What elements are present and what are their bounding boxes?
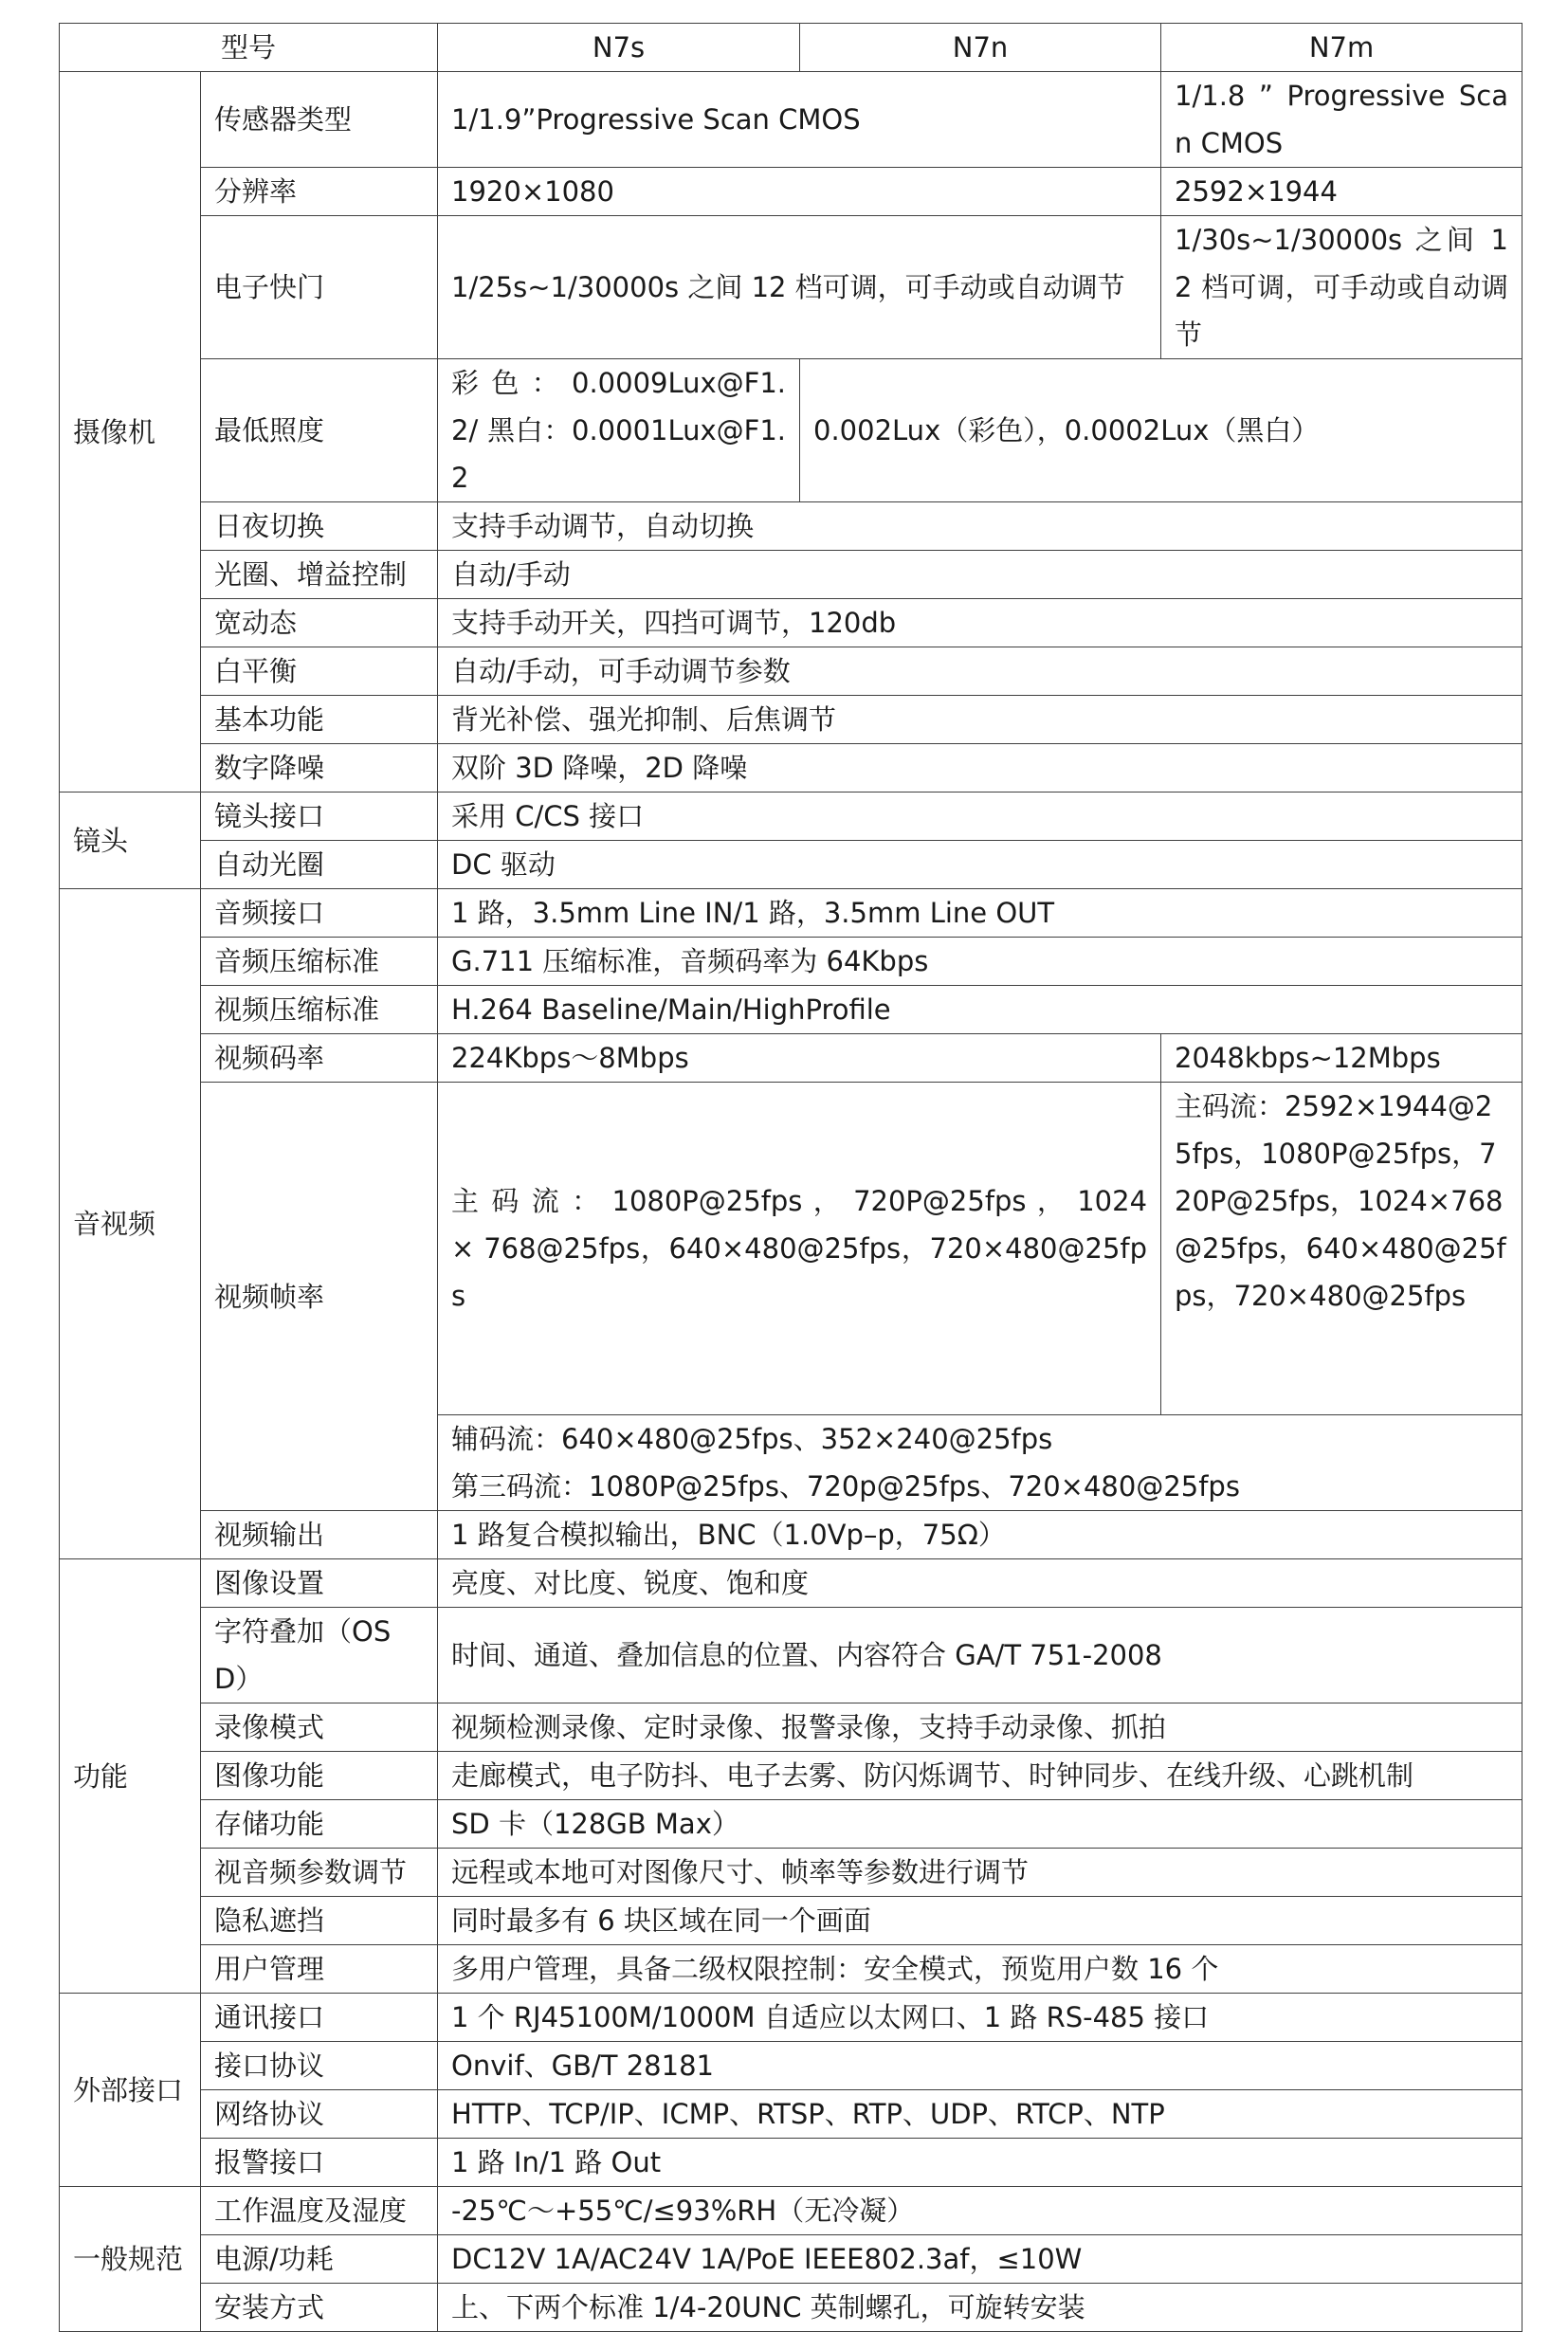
table-row <box>60 2139 1522 2187</box>
row-value: 1 路，3.5mm Line IN/1 路，3.5mm Line OUT <box>438 889 1522 938</box>
header-n7s: N7s <box>438 24 800 72</box>
row-label: 录像模式 <box>201 1703 438 1752</box>
table-row <box>60 2090 1522 2139</box>
table-row <box>60 2187 1522 2235</box>
row-value: H.264 Baseline/Main/HighProfile <box>438 986 1522 1034</box>
row-value: 0.002Lux（彩色），0.0002Lux（黑白） <box>800 359 1522 502</box>
row-value: 1 路复合模拟输出，BNC（1.0Vp–p，75Ω） <box>438 1511 1522 1559</box>
row-label: 用户管理 <box>201 1945 438 1994</box>
row-value: 1/1.8 ” Progressive Scan CMOS <box>1161 72 1522 168</box>
table-row <box>60 599 1522 647</box>
table-row <box>60 1511 1522 1559</box>
row-label: 日夜切换 <box>201 502 438 551</box>
row-label: 电子快门 <box>201 216 438 359</box>
table-row <box>60 1994 1522 2042</box>
row-label: 通讯接口 <box>201 1994 438 2042</box>
row-value: 时间、通道、叠加信息的位置、内容符合 GA/T 751-2008 <box>438 1608 1522 1703</box>
row-label: 图像设置 <box>201 1559 438 1608</box>
table-row <box>60 1849 1522 1897</box>
table-row <box>60 2284 1522 2332</box>
group-av: 音视频 <box>60 889 201 1559</box>
table-row <box>60 168 1522 216</box>
row-label: 宽动态 <box>201 599 438 647</box>
group-func: 功能 <box>60 1559 201 1994</box>
table-row <box>60 986 1522 1034</box>
table-row <box>60 744 1522 793</box>
row-label: 最低照度 <box>201 359 438 502</box>
row-value: 1/25s~1/30000s 之间 12 档可调，可手动或自动调节 <box>438 216 1161 359</box>
row-label: 数字降噪 <box>201 744 438 793</box>
table-row <box>60 2235 1522 2284</box>
row-label: 存储功能 <box>201 1800 438 1849</box>
row-value: 自动/手动 <box>438 551 1522 599</box>
group-lens: 镜头 <box>60 793 201 889</box>
row-label: 网络协议 <box>201 2090 438 2139</box>
row-value: 上、下两个标准 1/4-20UNC 英制螺孔，可旋转安装 <box>438 2284 1522 2332</box>
group-camera: 摄像机 <box>60 72 201 793</box>
row-label: 传感器类型 <box>201 72 438 168</box>
row-label: 音频接口 <box>201 889 438 938</box>
table-row <box>60 889 1522 938</box>
row-label: 视频输出 <box>201 1511 438 1559</box>
row-value: 背光补偿、强光抑制、后焦调节 <box>438 696 1522 744</box>
header-row <box>60 24 1522 72</box>
table-row <box>60 72 1522 168</box>
header-n7m: N7m <box>1161 24 1522 72</box>
row-value: 远程或本地可对图像尺寸、帧率等参数进行调节 <box>438 1849 1522 1897</box>
row-label: 视音频参数调节 <box>201 1849 438 1897</box>
table-row <box>60 1703 1522 1752</box>
row-label: 工作温度及湿度 <box>201 2187 438 2235</box>
table-row <box>60 502 1522 551</box>
table-row <box>60 551 1522 599</box>
framerate-third: 第三码流：1080P@25fps、720p@25fps、720×480@25fps <box>451 1470 1240 1503</box>
header-model: 型号 <box>60 24 438 72</box>
row-label: 视频码率 <box>201 1034 438 1083</box>
header-n7n: N7n <box>800 24 1161 72</box>
group-general: 一般规范 <box>60 2187 201 2332</box>
row-value: 走廊模式，电子防抖、电子去雾、防闪烁调节、时钟同步、在线升级、心跳机制 <box>438 1752 1522 1800</box>
framerate-main-n7m: 主码流：2592×1944@25fps，1080P@25fps，720P@25fps，1024×768@25fps，640×480@25fps，720×480@25fps <box>1161 1083 1522 1415</box>
table-row <box>60 1752 1522 1800</box>
table-row <box>60 359 1522 502</box>
table-row <box>60 696 1522 744</box>
row-label: 隐私遮挡 <box>201 1897 438 1945</box>
row-value: Onvif、GB/T 28181 <box>438 2042 1522 2090</box>
row-value: 1/30s~1/30000s 之间 12 档可调，可手动或自动调节 <box>1161 216 1522 359</box>
table-row <box>60 647 1522 696</box>
table-row <box>60 1800 1522 1849</box>
row-label: 字符叠加（OSD） <box>201 1608 438 1703</box>
row-value: 1/1.9”Progressive Scan CMOS <box>438 72 1161 168</box>
row-value: 1 个 RJ45100M/1000M 自适应以太网口、1 路 RS-485 接口 <box>438 1994 1522 2042</box>
row-label: 音频压缩标准 <box>201 938 438 986</box>
row-label: 基本功能 <box>201 696 438 744</box>
row-value: SD 卡（128GB Max） <box>438 1800 1522 1849</box>
row-label: 镜头接口 <box>201 793 438 841</box>
row-value: 1920×1080 <box>438 168 1161 216</box>
row-value: 2592×1944 <box>1161 168 1522 216</box>
row-value: 2048kbps~12Mbps <box>1161 1034 1522 1083</box>
row-value: 支持手动调节，自动切换 <box>438 502 1522 551</box>
table-row <box>60 1559 1522 1608</box>
row-value: DC12V 1A/AC24V 1A/PoE IEEE802.3af，≤10W <box>438 2235 1522 2284</box>
row-label: 白平衡 <box>201 647 438 696</box>
row-label: 接口协议 <box>201 2042 438 2090</box>
table-row <box>60 1897 1522 1945</box>
framerate-main-n7s-n7n: 主 码 流 ： 1080P@25fps ， 720P@25fps ， 1024 × 768@25fps，640×480@25fps，720×480@25fps <box>438 1083 1161 1415</box>
row-label: 视频帧率 <box>201 1083 438 1511</box>
row-value: 双阶 3D 降噪，2D 降噪 <box>438 744 1522 793</box>
table-row <box>60 1608 1522 1703</box>
row-value: 自动/手动，可手动调节参数 <box>438 647 1522 696</box>
group-ext: 外部接口 <box>60 1994 201 2187</box>
row-value: 视频检测录像、定时录像、报警录像，支持手动录像、抓拍 <box>438 1703 1522 1752</box>
row-value: -25℃～+55℃/≤93%RH（无冷凝） <box>438 2187 1522 2235</box>
row-value: 1 路 In/1 路 Out <box>438 2139 1522 2187</box>
row-label: 报警接口 <box>201 2139 438 2187</box>
row-label: 图像功能 <box>201 1752 438 1800</box>
row-value: HTTP、TCP/IP、ICMP、RTSP、RTP、UDP、RTCP、NTP <box>438 2090 1522 2139</box>
row-label: 安装方式 <box>201 2284 438 2332</box>
row-value: 亮度、对比度、锐度、饱和度 <box>438 1559 1522 1608</box>
table-row <box>60 938 1522 986</box>
table-row <box>60 1034 1522 1083</box>
spec-table <box>59 23 1522 2332</box>
table-row <box>60 1945 1522 1994</box>
row-value: G.711 压缩标准，音频码率为 64Kbps <box>438 938 1522 986</box>
row-value: 224Kbps～8Mbps <box>438 1034 1161 1083</box>
row-value: DC 驱动 <box>438 841 1522 889</box>
table-row <box>60 1083 1522 1415</box>
row-value: 同时最多有 6 块区域在同一个画面 <box>438 1897 1522 1945</box>
row-value: 多用户管理，具备二级权限控制：安全模式，预览用户数 16 个 <box>438 1945 1522 1994</box>
row-value: 支持手动开关，四挡可调节，120db <box>438 599 1522 647</box>
framerate-sub-streams <box>438 1415 1522 1511</box>
row-value: 采用 C/CS 接口 <box>438 793 1522 841</box>
row-value: 彩 色 ： 0.0009Lux@F1.2/ 黑白：0.0001Lux@F1.2 <box>438 359 800 502</box>
row-label: 光圈、增益控制 <box>201 551 438 599</box>
row-label: 电源/功耗 <box>201 2235 438 2284</box>
table-row <box>60 841 1522 889</box>
table-row <box>60 216 1522 359</box>
table-row <box>60 793 1522 841</box>
framerate-sub: 辅码流：640×480@25fps、352×240@25fps <box>451 1423 1053 1455</box>
row-label: 视频压缩标准 <box>201 986 438 1034</box>
row-label: 分辨率 <box>201 168 438 216</box>
row-label: 自动光圈 <box>201 841 438 889</box>
table-row <box>60 2042 1522 2090</box>
